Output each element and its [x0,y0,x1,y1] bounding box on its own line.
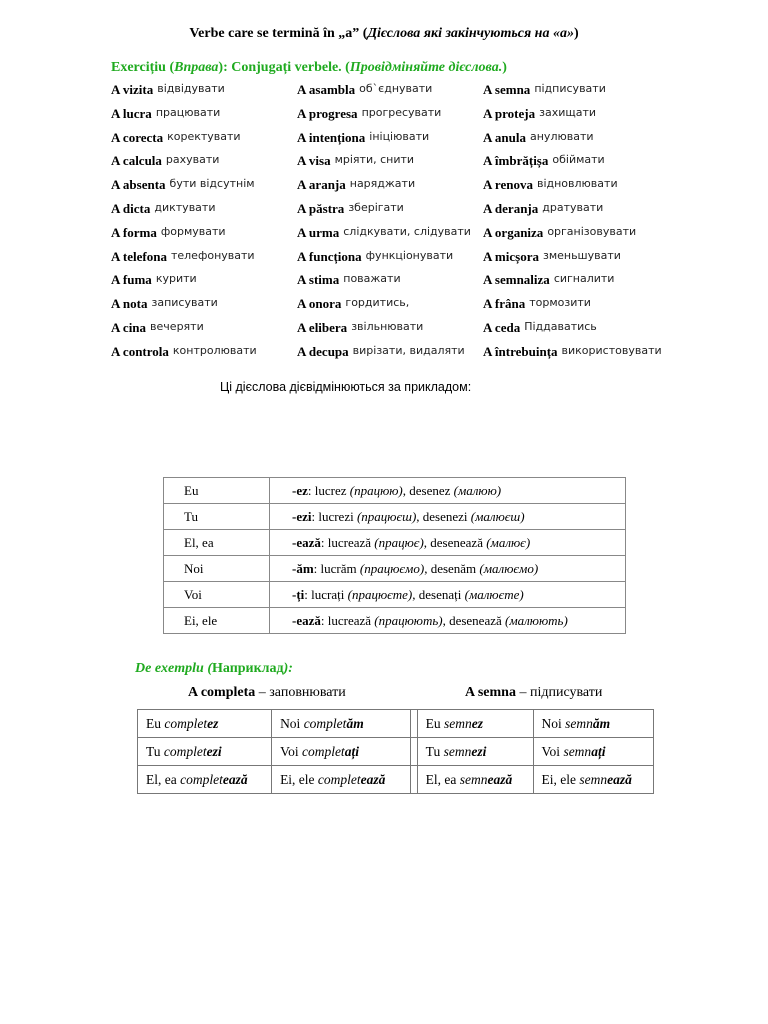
verb-translation: контролювати [172,343,257,357]
form-cell [270,556,626,582]
ending: -ez [292,482,308,498]
verb-romanian: A progresa [297,105,358,121]
pronoun: Eu [146,715,165,731]
spacer-cell [410,766,417,794]
verb-translation: вечеряти [150,319,204,333]
verb-romanian: A vizita [111,82,154,97]
verb-row [111,177,691,201]
ending: ezi [471,743,487,759]
pronoun: Voi [541,743,564,759]
translation: (малюєте) [464,586,524,602]
verb-translation: організовувати [547,224,637,238]
verb-romanian: A aranja [297,177,346,193]
ending: -ează [292,612,321,628]
verb-romanian: A asambla [297,82,356,97]
stem: semn [459,771,488,787]
form-cell [270,504,626,530]
translation: (працюють) [374,612,443,628]
verb-entry [111,153,219,169]
verb-romanian: A cina [111,319,147,335]
verb-romanian: A anula [483,129,526,145]
pronoun-cell: Tu [164,504,270,530]
pronoun: El, ea [146,771,181,787]
verb-row [111,320,691,344]
verb-entry [297,201,404,217]
stem: complet [317,771,361,787]
verb-entry [111,106,220,122]
ending: -ează [292,534,321,550]
example-text: : lucrez [307,482,350,498]
verb-row [111,153,691,177]
verb-translation: захищати [539,105,597,119]
ending: ăm [592,715,611,731]
verb-romanian: A deranja [483,200,539,216]
verb-romanian: A ceda [483,319,521,335]
verb-entry [111,249,255,265]
example-caption-completa: A completa – заповнювати [188,685,346,700]
verb-translation: Піддаватись [524,319,597,333]
example-text: : lucrați [304,586,348,602]
verb-entry [483,201,603,217]
table-row [138,710,654,738]
ending: ezi [206,743,222,759]
example-cell [533,738,653,766]
ending: -ăm [292,560,314,576]
translation: (працюєш) [356,508,417,524]
verb-entry [483,296,591,312]
table-row [164,504,626,530]
example-text: , desenează [423,534,487,550]
verb-translation: курити [155,272,197,286]
verb-entry [111,320,204,336]
verb-row [111,249,691,273]
ending: ăm [346,715,364,731]
verb-translation: сигналити [553,272,615,286]
verb-entry [483,320,597,336]
pronoun-cell: Ei, ele [164,608,270,634]
verb-entry [111,344,257,360]
example-text: : lucrează [320,534,375,550]
table-row [164,530,626,556]
pronoun-cell: Voi [164,582,270,608]
spacer-cell [410,738,417,766]
verb-translation: дратувати [542,200,604,214]
verb-translation: зберігати [348,200,404,214]
verb-entry [483,225,636,241]
table-row [164,556,626,582]
translation: (малюю) [453,482,502,498]
stem: complet [164,715,208,731]
verb-translation: анулювати [530,129,594,143]
ending: ați [344,743,359,759]
verb-translation: гордитись, [345,296,410,310]
verb-translation: бути відсутнім [169,177,255,191]
verb-entry [297,249,453,265]
verb-translation: обіймати [552,153,605,167]
example-text: : lucrăm [313,560,360,576]
translation: (працюєте) [347,586,413,602]
verb-entry [297,130,429,146]
verb-romanian: A calcula [111,153,162,169]
verb-row [111,296,691,320]
pronoun-cell: El, ea [164,530,270,556]
verb-translation: рахувати [165,153,220,167]
verb-entry [297,225,471,241]
pronoun-cell: Noi [164,556,270,582]
stem: semn [565,715,593,731]
ending: ez [207,715,219,731]
verb-romanian: A elibera [297,319,348,335]
verb-translation: вирізати, видаляти [352,343,465,357]
verb-entry [483,177,618,193]
example-text: : lucrezi [311,508,357,524]
verb-romanian: A telefona [111,248,167,264]
verb-entry [111,296,218,312]
example-text: , desenați [412,586,465,602]
verb-entry [297,272,401,288]
form-cell [270,582,626,608]
verb-row [111,106,691,130]
verb-romanian: A proteja [483,105,536,121]
ending: ez [471,715,484,731]
verb-entry [111,130,241,146]
verb-entry [111,272,197,288]
translation: (працюю) [349,482,403,498]
example-caption-semna: A semna – підписувати [465,685,603,700]
verb-translation: телефонувати [170,248,255,262]
verb-entry [483,106,596,122]
verb-romanian: A nota [111,296,148,312]
ending: ează [487,771,513,787]
verb-romanian: A lucra [111,105,152,121]
verb-translation: функціонувати [365,248,454,262]
verb-romanian: A controla [111,343,169,359]
verb-entry [483,130,594,146]
translation: (малюють) [505,612,568,628]
verb-translation: використовувати [561,343,662,357]
verb-romanian: A visa [297,153,331,169]
stem: complet [303,715,347,731]
verb-translation: відновлювати [536,177,618,191]
pronoun: Noi [541,715,566,731]
verb-romanian: A renova [483,177,533,193]
pronoun: Noi [280,715,304,731]
ending: ați [591,743,606,759]
stem: complet [301,743,345,759]
example-cell [138,710,272,738]
verb-translation: мріяти, снити [334,153,415,167]
verb-entry [297,106,441,122]
verb-romanian: A forma [111,224,157,240]
verb-row [111,82,691,106]
verb-translation: тормозити [529,296,591,310]
example-cell [138,738,272,766]
stem: semn [443,743,472,759]
stem: semn [579,771,608,787]
verb-entry [297,344,465,360]
verb-romanian: A dicta [111,200,151,216]
form-cell [270,478,626,504]
translation: (малюємо) [479,560,539,576]
verb-romanian: A fuma [111,272,152,288]
example-heading: De exemplu (Наприклад): [135,661,293,676]
pronoun: Ei, ele [280,771,318,787]
verb-row [111,201,691,225]
verb-translation: записувати [151,296,218,310]
verb-translation: об`єднувати [359,82,433,95]
verb-romanian: A organiza [483,224,544,240]
ending: ează [360,771,386,787]
form-cell [270,608,626,634]
translation: (малюєш) [470,508,525,524]
verb-entry [483,82,606,98]
verb-entry [483,272,614,288]
verb-entry [111,82,225,98]
exercise-heading: Exercițiu (Вправа): Conjugați verbele. (Провідміняйте дієслова.) [111,60,507,75]
verb-entry [297,82,432,98]
verb-romanian: A intenționa [297,129,366,145]
verb-translation: підписувати [534,82,606,95]
stem: semn [563,743,592,759]
example-text: , desenăm [424,560,480,576]
verb-translation: звільнювати [351,319,424,333]
verb-entry [483,344,662,360]
verb-romanian: A semnaliza [483,272,550,288]
table-row [138,766,654,794]
pronoun: Eu [425,715,445,731]
verb-translation: наряджати [349,177,416,191]
verb-translation: формувати [160,224,226,238]
pronoun: Ei, ele [541,771,580,787]
verb-romanian: A absenta [111,177,166,193]
form-cell [270,530,626,556]
verb-romanian: A corecta [111,129,164,145]
verb-translation: ініціювати [369,129,430,143]
table-row [164,478,626,504]
example-cell [417,766,533,794]
verb-romanian: A întrebuința [483,343,558,359]
verb-translation: слідкувати, слідувати [343,224,471,238]
pronoun: Voi [280,743,302,759]
stem: semn [444,715,472,731]
verb-row [111,130,691,154]
conjugation-table [163,477,626,634]
stem: complet [163,743,207,759]
example-table [137,709,654,794]
pronoun: Tu [146,743,164,759]
verb-romanian: A păstra [297,200,345,216]
verb-row [111,225,691,249]
verb-row [111,272,691,296]
translation: (малює) [486,534,531,550]
translation: (працює) [374,534,424,550]
pronoun-cell: Eu [164,478,270,504]
verb-romanian: A decupa [297,343,349,359]
verb-translation: прогресувати [361,105,442,119]
example-text: , desenez [402,482,454,498]
example-cell [272,710,411,738]
verb-translation: коректувати [167,129,241,143]
verb-romanian: A funcționa [297,248,362,264]
ending: -ezi [292,508,312,524]
verb-entry [111,177,255,193]
verb-translation: диктувати [154,200,216,214]
pattern-note: Ці дієслова дієвідмінюються за прикладом: [220,380,472,394]
example-text: , desenează [442,612,506,628]
verb-romanian: A micșora [483,248,539,264]
verb-list [111,82,691,368]
verb-entry [111,201,215,217]
example-cell [533,766,653,794]
pronoun: El, ea [425,771,460,787]
example-cell [417,710,533,738]
table-row [164,608,626,634]
verb-entry [111,225,226,241]
translation: (працюємо) [359,560,425,576]
verb-entry [297,296,409,312]
table-row [164,582,626,608]
example-cell [272,738,411,766]
example-cell [272,766,411,794]
pronoun: Tu [425,743,444,759]
verb-translation: відвідувати [157,82,225,95]
example-text: : lucrează [320,612,375,628]
example-cell [533,710,653,738]
verb-romanian: A îmbrățișa [483,153,549,169]
verb-romanian: A urma [297,224,340,240]
verb-translation: працювати [155,105,221,119]
spacer-cell [410,710,417,738]
verb-romanian: A semna [483,82,531,97]
ending: ează [222,771,248,787]
verb-entry [483,153,605,169]
verb-romanian: A stima [297,272,340,288]
verb-romanian: A frâna [483,296,526,312]
verb-row [111,344,691,368]
table-row [138,738,654,766]
ending: -ți [292,586,305,602]
example-cell [417,738,533,766]
stem: complet [180,771,223,787]
verb-entry [483,249,621,265]
example-cell [138,766,272,794]
verb-entry [297,177,415,193]
example-text: , desenezi [416,508,471,524]
ending: ează [607,771,632,787]
page-title: Verbe care se termină în „a” (Дієслова які закінчуються на «а») [189,26,579,41]
verb-translation: поважати [343,272,401,286]
verb-entry [297,153,414,169]
verb-entry [297,320,423,336]
verb-romanian: A onora [297,296,342,312]
verb-translation: зменьшувати [542,248,621,262]
